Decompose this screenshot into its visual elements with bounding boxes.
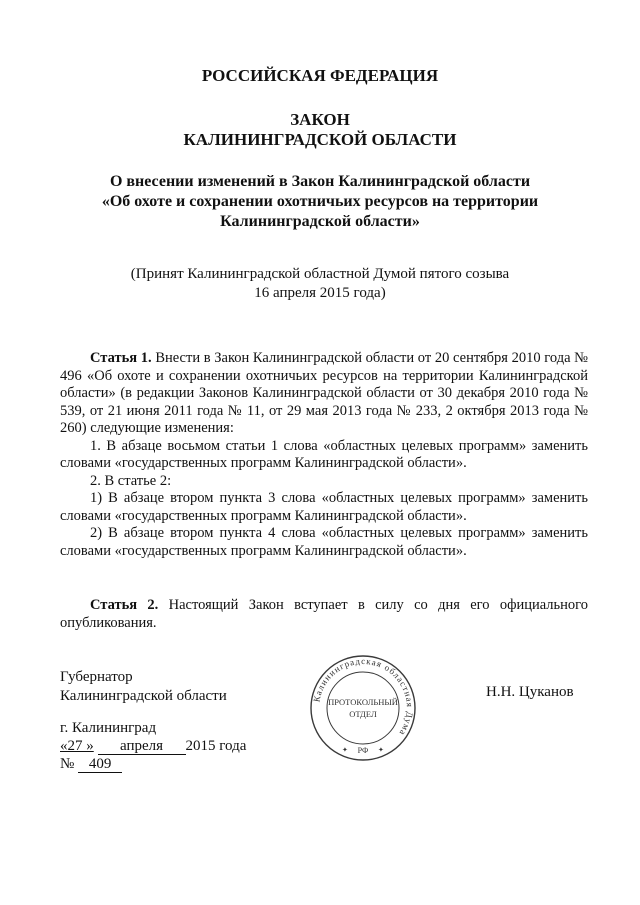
article-1-intro bbox=[60, 350, 588, 438]
stamp-center-line-1: ПРОТОКОЛЬНЫЙ bbox=[328, 697, 398, 707]
law-title-line-1: О внесении изменений в Закон Калининградской области bbox=[109, 173, 531, 190]
number-value-text: 409 bbox=[88, 756, 112, 772]
article-1-label: Статья 1. bbox=[90, 350, 152, 366]
adoption-note-line-2: 16 апреля 2015 года) bbox=[254, 285, 386, 301]
article-1-item-2: 2. В статье 2: bbox=[90, 472, 172, 489]
governor-title-line-2: Калининградской области bbox=[60, 688, 227, 704]
date-month bbox=[98, 739, 186, 755]
article-2 bbox=[60, 597, 588, 632]
article-1-text: Внести в Закон Калининградской области от 20 сентября 2010 года № 496 «Об охоте и сохранении охотничьих ресурсов на территории Калининградской области» (в редакции Законов Калининградской области от 30 декабря 2010 года № 539, от 21 июня 2011 года № 11, от 29 мая 2013 года № 233, 2 октября 2013 года № 260) следующие изменения: bbox=[60, 350, 589, 436]
date-year: 2015 года bbox=[185, 738, 247, 754]
article-2-paragraph bbox=[60, 597, 588, 632]
governor-title-line-1: Губернатор bbox=[60, 669, 133, 685]
number-label: № bbox=[60, 756, 75, 772]
law-title-line-2: «Об охоте и сохранении охотничьих ресурсов на территории bbox=[101, 193, 539, 210]
country-heading: РОССИЙСКАЯ ФЕДЕРАЦИЯ bbox=[201, 66, 439, 85]
article-1-item-2-2: 2) В абзаце втором пункта 4 слова «областных целевых программ» заменить словами «государственных программ Калининградской области». bbox=[60, 525, 588, 559]
governor-name: Н.Н. Цуканов bbox=[486, 684, 574, 700]
official-stamp bbox=[298, 653, 428, 763]
stamp-star-right-icon: ✦ bbox=[378, 746, 384, 754]
article-2-label: Статья 2. bbox=[90, 597, 159, 613]
law-title-line-3: Калининградской области» bbox=[220, 213, 420, 230]
date-month-text: апреля bbox=[119, 738, 164, 754]
stamp-bottom-text: РФ bbox=[357, 746, 369, 755]
stamp-ring-text-span: Калининградская областная Дума bbox=[311, 655, 416, 739]
adoption-note-line-1: (Принят Калининградской областной Думой пятого созыва bbox=[130, 266, 510, 282]
article-1-item-2-1: 1) В абзаце втором пункта 3 слова «областных целевых программ» заменить словами «государственных программ Калининградской области». bbox=[60, 490, 588, 524]
document-type-heading: ЗАКОН bbox=[290, 110, 350, 129]
article-1-item-1: 1. В абзаце восьмом статьи 1 слова «областных целевых программ» заменить словами «государственных программ Калининградской области». bbox=[60, 437, 588, 471]
date-day: «27 » bbox=[60, 738, 94, 754]
stamp-star-left-icon: ✦ bbox=[342, 746, 348, 754]
stamp-center-line-2: ОТДЕЛ bbox=[349, 709, 377, 719]
law-number bbox=[60, 755, 122, 774]
signing-city: г. Калининград bbox=[60, 720, 157, 736]
region-heading: КАЛИНИНГРАДСКОЙ ОБЛАСТИ bbox=[183, 130, 457, 149]
article-2-text: Настоящий Закон вступает в силу со дня его официального опубликования. bbox=[60, 597, 589, 631]
signing-date bbox=[60, 737, 246, 756]
article-1 bbox=[60, 350, 588, 560]
number-value bbox=[78, 757, 122, 773]
